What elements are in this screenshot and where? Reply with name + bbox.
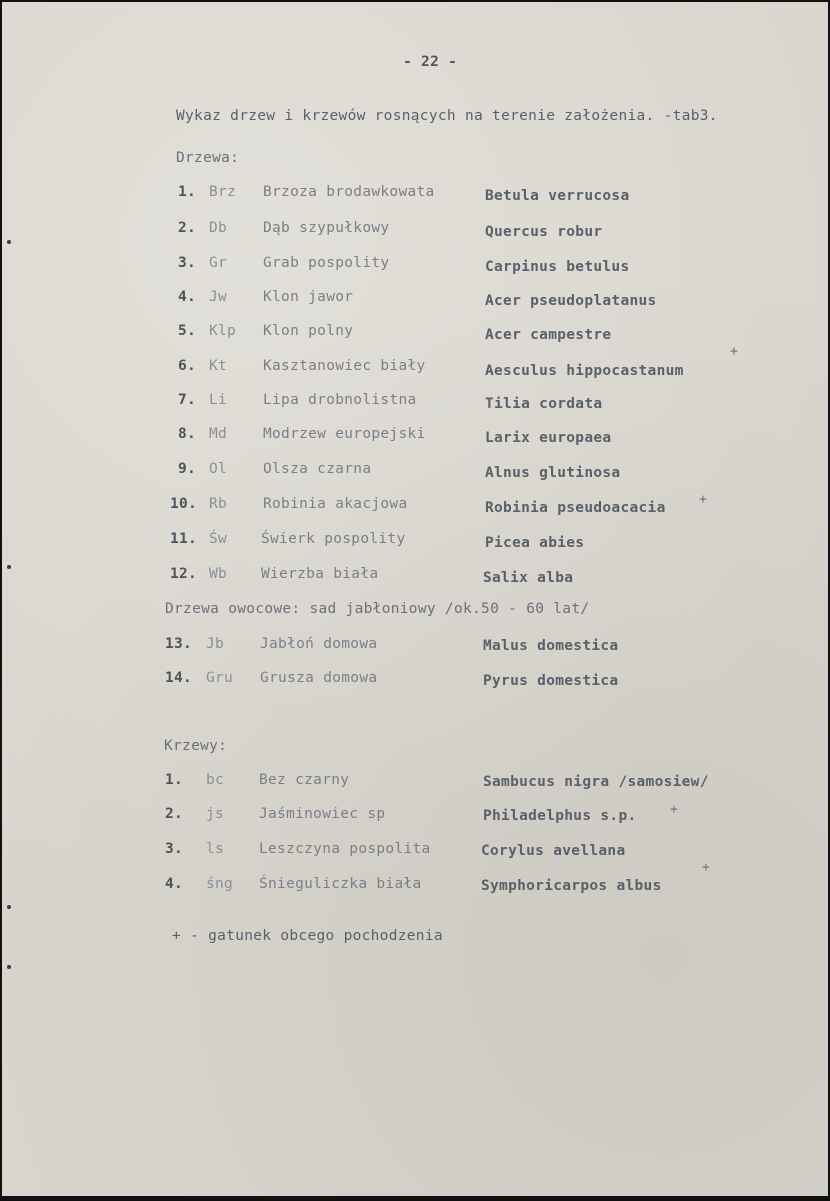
row-number: 3.	[165, 841, 184, 857]
row-abbreviation: Rb	[209, 496, 228, 512]
row-abbreviation: Brz	[209, 184, 237, 200]
row-abbreviation: Db	[209, 220, 228, 236]
section-label-shrubs: Krzewy:	[164, 738, 228, 754]
row-polish-name: Wierzba biała	[261, 566, 379, 582]
punch-hole-mark	[7, 965, 11, 969]
row-abbreviation: śng	[206, 876, 234, 892]
row-polish-name: Śnieguliczka biała	[259, 876, 422, 892]
footnote: + - gatunek obcego pochodzenia	[172, 928, 443, 944]
row-number: 4.	[178, 289, 197, 305]
row-number: 2.	[178, 220, 197, 236]
section-label-trees: Drzewa:	[176, 150, 240, 166]
row-latin-name: Symphoricarpos albus	[481, 878, 662, 894]
row-number: 5.	[178, 323, 197, 339]
row-number: 6.	[178, 358, 197, 374]
row-abbreviation: js	[206, 806, 225, 822]
row-polish-name: Klon jawor	[263, 289, 354, 305]
punch-hole-mark	[7, 565, 11, 569]
row-latin-name: Malus domestica	[483, 638, 619, 654]
row-polish-name: Klon polny	[263, 323, 354, 339]
row-abbreviation: Kt	[209, 358, 228, 374]
row-polish-name: Grab pospolity	[263, 255, 390, 271]
row-abbreviation: Jb	[206, 636, 225, 652]
row-latin-name: Tilia cordata	[485, 396, 603, 412]
foreign-species-mark: +	[699, 492, 708, 507]
foreign-species-mark: +	[730, 344, 739, 359]
row-polish-name: Brzoza brodawkowata	[263, 184, 435, 200]
row-abbreviation: bc	[206, 772, 225, 788]
document-page	[2, 2, 828, 1196]
row-polish-name: Grusza domowa	[260, 670, 378, 686]
row-polish-name: Świerk pospolity	[261, 531, 406, 547]
row-latin-name: Quercus robur	[485, 224, 603, 240]
row-abbreviation: ls	[206, 841, 225, 857]
row-polish-name: Jabłoń domowa	[260, 636, 378, 652]
row-number: 1.	[165, 772, 184, 788]
row-latin-name: Robinia pseudoacacia	[485, 500, 666, 516]
row-latin-name: Acer pseudoplatanus	[485, 293, 657, 309]
row-abbreviation: Św	[209, 531, 228, 547]
row-latin-name: Alnus glutinosa	[485, 465, 621, 481]
row-number: 2.	[165, 806, 184, 822]
row-abbreviation: Li	[209, 392, 228, 408]
row-polish-name: Olsza czarna	[263, 461, 372, 477]
row-latin-name: Aesculus hippocastanum	[485, 363, 684, 379]
row-abbreviation: Klp	[209, 323, 237, 339]
row-polish-name: Leszczyna pospolita	[259, 841, 431, 857]
row-abbreviation: Gru	[206, 670, 234, 686]
row-latin-name: Salix alba	[483, 570, 574, 586]
row-number: 12.	[170, 566, 198, 582]
page-number: - 22 -	[403, 54, 458, 70]
punch-hole-mark	[7, 240, 11, 244]
row-latin-name: Acer campestre	[485, 327, 612, 343]
foreign-species-mark: +	[670, 802, 679, 817]
row-number: 4.	[165, 876, 184, 892]
row-abbreviation: Md	[209, 426, 228, 442]
row-number: 11.	[170, 531, 198, 547]
row-latin-name: Larix europaea	[485, 430, 612, 446]
row-number: 3.	[178, 255, 197, 271]
row-polish-name: Lipa drobnolistna	[263, 392, 417, 408]
row-number: 7.	[178, 392, 197, 408]
row-latin-name: Picea abies	[485, 535, 585, 551]
row-number: 13.	[165, 636, 193, 652]
section-label-fruit-trees: Drzewa owocowe: sad jabłoniowy /ok.50 - 60 lat/	[165, 601, 590, 617]
row-number: 1.	[178, 184, 197, 200]
row-polish-name: Jaśminowiec sp	[259, 806, 386, 822]
punch-hole-mark	[7, 905, 11, 909]
row-abbreviation: Wb	[209, 566, 228, 582]
row-latin-name: Pyrus domestica	[483, 673, 619, 689]
row-number: 10.	[170, 496, 198, 512]
row-abbreviation: Jw	[209, 289, 228, 305]
row-polish-name: Bez czarny	[259, 772, 350, 788]
row-latin-name: Sambucus nigra /samosiew/	[483, 774, 709, 790]
row-polish-name: Dąb szypułkowy	[263, 220, 390, 236]
row-polish-name: Kasztanowiec biały	[263, 358, 426, 374]
row-polish-name: Robinia akacjowa	[263, 496, 408, 512]
row-latin-name: Corylus avellana	[481, 843, 626, 859]
row-latin-name: Carpinus betulus	[485, 259, 630, 275]
foreign-species-mark: +	[702, 860, 711, 875]
row-number: 8.	[178, 426, 197, 442]
row-number: 9.	[178, 461, 197, 477]
row-polish-name: Modrzew europejski	[263, 426, 426, 442]
row-latin-name: Betula verrucosa	[485, 188, 630, 204]
row-latin-name: Philadelphus s.p.	[483, 808, 637, 824]
document-title: Wykaz drzew i krzewów rosnących na terenie założenia. -tab3.	[176, 108, 718, 124]
row-number: 14.	[165, 670, 193, 686]
row-abbreviation: Ol	[209, 461, 228, 477]
row-abbreviation: Gr	[209, 255, 228, 271]
